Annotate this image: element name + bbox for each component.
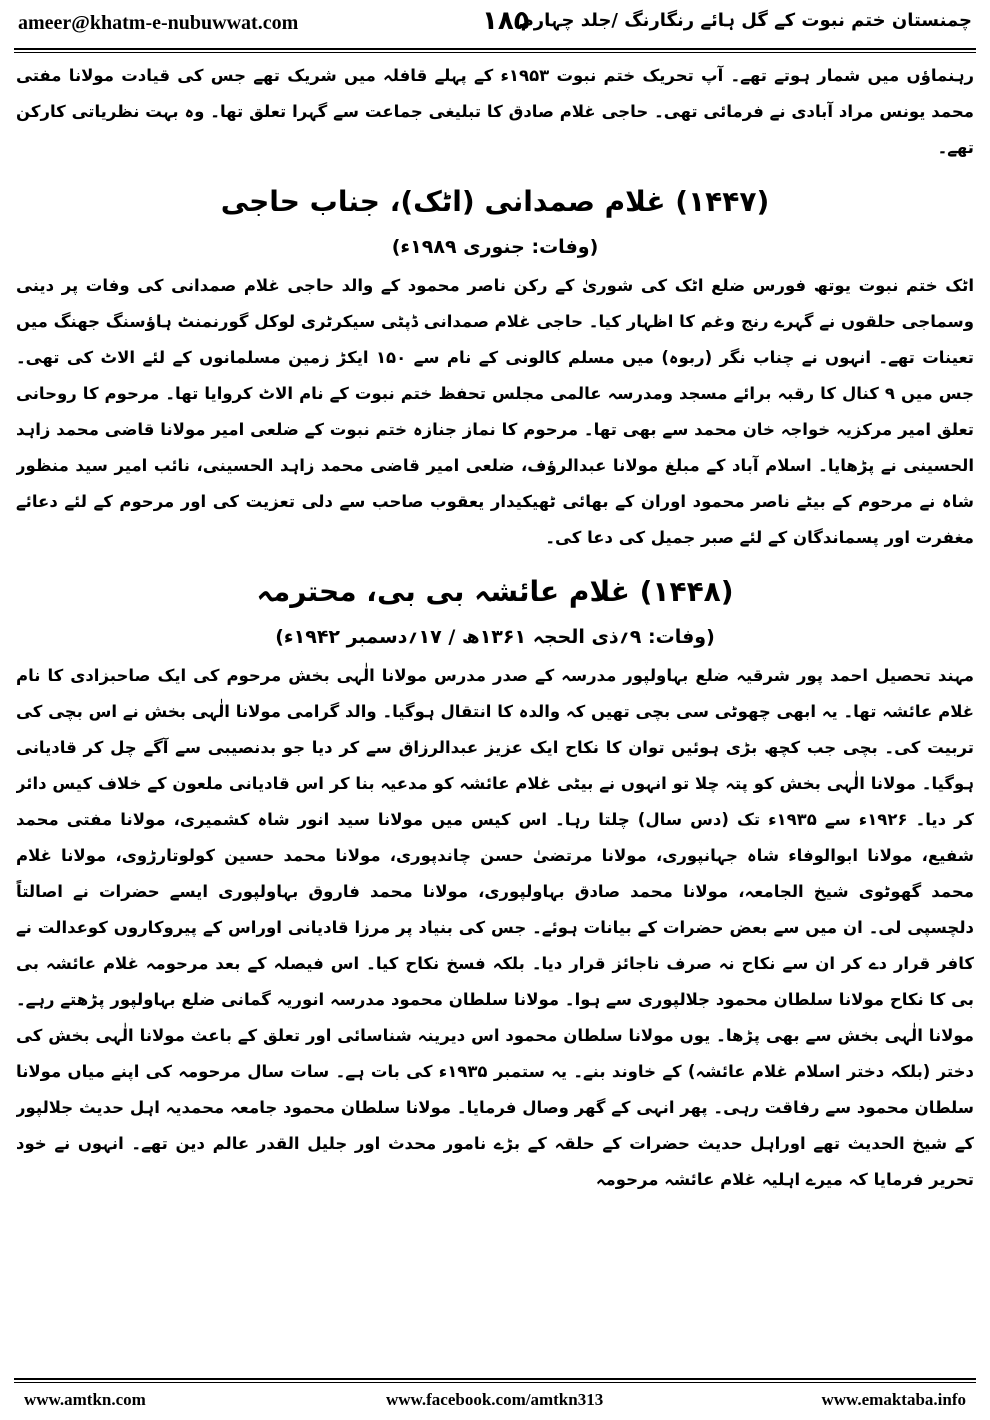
page-number: ۱۸۵ — [482, 6, 530, 36]
entry-1447-death-date: (وفات: جنوری ۱۹۸۹ء) — [391, 236, 599, 258]
page-body — [16, 58, 974, 1370]
book-title: چمنستان ختم نبوت کے گل ہائے رنگارنگ /جلد چہارم — [520, 10, 972, 31]
page-footer — [14, 1386, 976, 1416]
footer-rule-thin — [14, 1382, 976, 1383]
header-rule-thin — [14, 52, 976, 53]
header-rule — [14, 48, 976, 50]
entry-1447-heading: (۱۴۴۷) غلام صمدانی (اٹک)، جناب حاجی — [220, 185, 770, 218]
entry-1448-death-date: (وفات: ۹؍ذی الحجہ ۱۳۶۱ھ / ۱۷؍دسمبر ۱۹۴۲ء) — [275, 626, 715, 648]
footer-link-amtkn[interactable]: www.amtkn.com — [24, 1390, 146, 1409]
header-email: ameer@khatm-e-nubuwwat.com — [18, 12, 299, 34]
entry-1447-paragraph: اٹک ختم نبوت یوتھ فورس ضلع اٹک کی شوریٰ کے رکن ناصر محمود کے والد حاجی غلام صمدانی کی وفات پر دینی وسماجی حلقوں نے گہرے رنج وغم کا اظہار کیا۔ حاجی غلام صمدانی ڈپٹی سیکرٹری لوکل گورنمنٹ ہاؤسنگ جھنگ میں تعینات تھے۔ انہوں نے چناب نگر (ربوہ) میں مسلم کالونی کے نام سے ۱۵۰ ایکڑ زمین مسلمانوں کے لئے الاٹ کی تھی۔ جس میں ۹ کنال کا رقبہ برائے مسجد ومدرسہ عالمی مجلس تحفظ ختم نبوت کے نام الاٹ کروایا تھا۔ مرحوم کا روحانی تعلق امیر مرکزیہ خواجہ خان محمد سے بھی تھا۔ مرحوم کا نماز جنازہ ختم نبوت کے ضلعی امیر مولانا قاضی محمد زاہد الحسینی نے پڑھایا۔ اسلام آباد کے مبلغ مولانا عبدالرؤف، ضلعی امیر قاضی محمد زاہد الحسینی، نائب امیر سید منظور شاہ نے مرحوم کے بیٹے ناصر محمود اوران کے بھائی ٹھیکیدار یعقوب صاحب سے دلی تعزیت کی اور مرحوم کے لئے دعائے مغفرت اور پسماندگان کے لئے صبر جمیل کی دعا کی۔ — [16, 276, 974, 547]
entry-1448-heading: (۱۴۴۸) غلام عائشہ بی بی، محترمہ — [256, 575, 734, 608]
footer-link-emaktaba[interactable]: www.emaktaba.info — [821, 1390, 966, 1409]
intro-paragraph: رہنماؤں میں شمار ہوتے تھے۔ آپ تحریک ختم نبوت ۱۹۵۳ء کے پہلے قافلہ میں شریک تھے جس کی قیادت مولانا مفتی محمد یونس مراد آبادی نے فرمائی تھی۔ حاجی غلام صادق کا تبلیغی جماعت سے گہرا تعلق تھا۔ وہ بہت نظریاتی کارکن تھے۔ — [16, 66, 974, 157]
footer-rule — [14, 1378, 976, 1380]
footer-link-facebook[interactable]: www.facebook.com/amtkn313 — [386, 1390, 604, 1409]
entry-1448-paragraph: مہند تحصیل احمد پور شرقیہ ضلع بہاولپور مدرسہ کے صدر مدرس مولانا الٰہی بخش مرحوم کی ایک صاحبزادی کا نام غلام عائشہ تھا۔ یہ ابھی چھوٹی سی بچی تھیں کہ والدہ کا انتقال ہوگیا۔ والد گرامی مولانا الٰہی بخش نے اس بچی کی تربیت کی۔ بچی جب کچھ بڑی ہوئیں توان کا نکاح ایک عزیز عبدالرزاق سے کر دیا جو بدنصیبی سے آگے چل کر قادیانی ہوگیا۔ مولانا الٰہی بخش کو پتہ چلا تو انہوں نے بیٹی غلام عائشہ کو مدعیہ بنا کر اس قادیانی ملعون کے خلاف کیس دائر کر دیا۔ ۱۹۲۶ء سے ۱۹۳۵ء تک (دس سال) چلتا رہا۔ اس کیس میں مولانا سید انور شاہ کشمیری، مولانا مفتی محمد شفیع، مولانا ابوالوفاء شاہ جہانپوری، مولانا مرتضیٰ حسن چاندپوری، مولانا محمد حسین کولوتارڑوی، مولانا غلام محمد گھوٹوی شیخ الجامعہ، مولانا محمد صادق بہاولپوری، مولانا محمد فاروق بہاولپوری ایسے حضرات نے اصالتاً دلچسپی لی۔ ان میں سے بعض حضرات کے بیانات ہوئے۔ جس کی بنیاد پر مرزا قادیانی اوراس کے پیروکاروں کوعدالت نے کافر قرار دے کر ان سے نکاح نہ صرف ناجائز قرار دیا۔ بلکہ فسخ نکاح کیا۔ اس فیصلہ کے بعد مرحومہ غلام عائشہ بی بی کا نکاح مولانا سلطان محمود جلالپوری سے ہوا۔ مولانا سلطان محمود مدرسہ انوریہ گمانی ضلع بہاولپور پڑھتے رہے۔ مولانا الٰہی بخش سے بھی پڑھا۔ یوں مولانا سلطان محمود اس دیرینہ شناسائی اور تعلق کے باعث مولانا الٰہی بخش کی دختر (بلکہ دختر اسلام غلام عائشہ) کے خاوند بنے۔ یہ ستمبر ۱۹۳۵ء کی بات ہے۔ سات سال مرحومہ کی اپنے میاں مولانا سلطان محمود سے رفاقت رہی۔ پھر انہی کے گھر وصال فرمایا۔ مولانا سلطان محمود جامعہ محمدیہ اہل حدیث جلالپور کے شیخ الحدیث تھے اوراہل حدیث حضرات کے حلقہ کے بڑے نامور محدث اور جلیل القدر عالم دین تھے۔ انہوں نے خود تحریر فرمایا کہ میرے اہلیہ غلام عائشہ مرحومہ — [16, 666, 974, 1189]
page-header — [14, 0, 976, 46]
